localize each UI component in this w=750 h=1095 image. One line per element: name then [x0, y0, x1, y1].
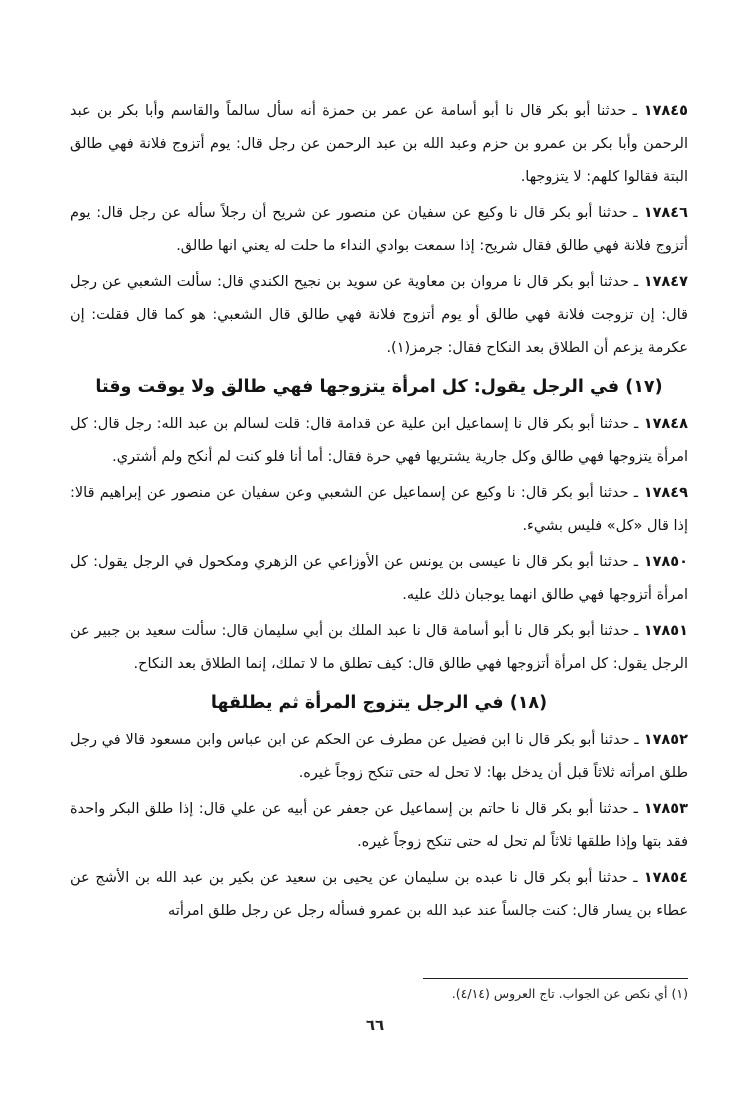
hadith-paragraph-17849 — [70, 477, 688, 543]
footnote: (١) أي نكص عن الجواب. تاج العروس (٤/١٤). — [451, 986, 688, 1001]
hadith-paragraph-17854 — [70, 862, 688, 928]
hadith-paragraph-17848 — [70, 408, 688, 474]
footnote-divider — [423, 978, 688, 979]
hadith-text: ـ حدثنا أبو بكر قال نا إسماعيل ابن علية عن قدامة قال: قلت لسالم بن عبد الله: رجل قال: كل امرأة يتزوجها فهي طالق وكل جارية يشتريها فهي حرة فقال: أما أنا فلو كنت لم أنكح ولم أشتري. — [70, 416, 688, 465]
hadith-text: ـ حدثنا أبو بكر قال نا أبو أسامة قال نا عبد الملك بن أبي سليمان قال: سألت سعيد بن جبير عن الرجل يقول: كل امرأة أتزوجها فهي طالق قال: كيف تطلق ما لا تملك، إنما الطلاق بعد النكاح. — [70, 623, 688, 672]
hadith-text: ـ حدثنا أبو بكر قال: نا وكيع عن إسماعيل عن الشعبي وعن سفيان عن منصور عن إبراهيم قالا: إذا قال «كل» فليس بشيء. — [70, 485, 688, 534]
hadith-text: ـ حدثنا أبو بكر قال نا حاتم بن إسماعيل عن جعفر عن أبيه عن علي قال: إذا طلق البكر واحدة فقد بتها وإذا طلقها ثلاثاً لم تحل له حتى تنكح زوجاً غيره. — [70, 801, 688, 850]
hadith-paragraph-17846 — [70, 197, 688, 263]
hadith-number: ١٧٨٤٧ — [643, 274, 688, 290]
hadith-number: ١٧٨٥٢ — [643, 732, 688, 748]
hadith-paragraph-17850 — [70, 546, 688, 612]
hadith-paragraph-17851 — [70, 615, 688, 681]
hadith-number: ١٧٨٥٤ — [643, 870, 688, 886]
hadith-number: ١٧٨٤٦ — [643, 205, 688, 221]
hadith-number: ١٧٨٤٨ — [643, 416, 688, 432]
chapter-heading-18: (١٨) في الرجل يتزوج المرأة ثم يطلقها — [210, 693, 548, 713]
chapter-heading-17: (١٧) في الرجل يقول: كل امرأة يتزوجها فهي طالق ولا يوقت وقتا — [95, 377, 663, 397]
page-number: ٦٦ — [365, 1016, 385, 1034]
hadith-text: ـ حدثنا أبو بكر قال نا وكيع عن سفيان عن منصور عن شريح أن رجلاً سأله عن رجل قال: يوم أتزوج فلانة فهي طالق فقال شريح: إذا سمعت بوادي النداء ما حلت له يعني انها طالق. — [70, 205, 688, 254]
hadith-paragraph-17853 — [70, 793, 688, 859]
hadith-number: ١٧٨٥٣ — [643, 801, 688, 817]
hadith-paragraph-17847 — [70, 266, 688, 365]
hadith-text: ـ حدثنا أبو بكر قال نا أبو أسامة عن عمر بن حمزة أنه سأل سالماً والقاسم وأبا بكر بن عبد الرحمن وأبا بكر بن عمرو بن حزم وعبد الله بن عبد الرحمن عن رجل قال: يوم أتزوج فلانة فهي طالق البتة فقالوا كلهم: لا يتزوجها. — [70, 103, 688, 185]
hadith-paragraph-17852 — [70, 724, 688, 790]
hadith-number: ١٧٨٤٥ — [643, 103, 688, 119]
hadith-text: ـ حدثنا أبو بكر قال نا ابن فضيل عن مطرف عن الحكم عن ابن عباس وابن مسعود قالا في رجل طلق امرأته ثلاثاً قبل أن يدخل بها: لا تحل له حتى تنكح زوجاً غيره. — [70, 732, 688, 781]
hadith-number: ١٧٨٤٩ — [643, 485, 688, 501]
hadith-text: ـ حدثنا أبو بكر قال نا مروان بن معاوية عن سويد بن نجيح الكندي قال: سألت الشعبي عن رجل قال: إن تزوجت فلانة فهي طالق أو يوم أتزوج فلانة فهي طالق قال الشعبي: هو كما قال فقلت: إن عكرمة يزعم أن الطلاق بعد النكاح فقال: جرمز(١). — [70, 274, 688, 356]
hadith-text: ـ حدثنا أبو بكر قال نا عبده بن سليمان عن يحيى بن سعيد عن بكير بن عبد الله بن الأشج عن عطاء بن يسار قال: كنت جالساً عند عبد الله بن عمرو فسأله رجل عن رجل طلق امرأته — [70, 870, 688, 919]
hadith-paragraph-17845 — [70, 95, 688, 194]
hadith-text: ـ حدثنا أبو بكر قال نا عيسى بن يونس عن الأوزاعي عن الزهري ومكحول في الرجل يقول: كل امرأة أتزوجها فهي طالق انهما يوجبان ذلك عليه. — [70, 554, 688, 603]
hadith-number: ١٧٨٥٠ — [643, 554, 688, 570]
hadith-number: ١٧٨٥١ — [643, 623, 688, 639]
